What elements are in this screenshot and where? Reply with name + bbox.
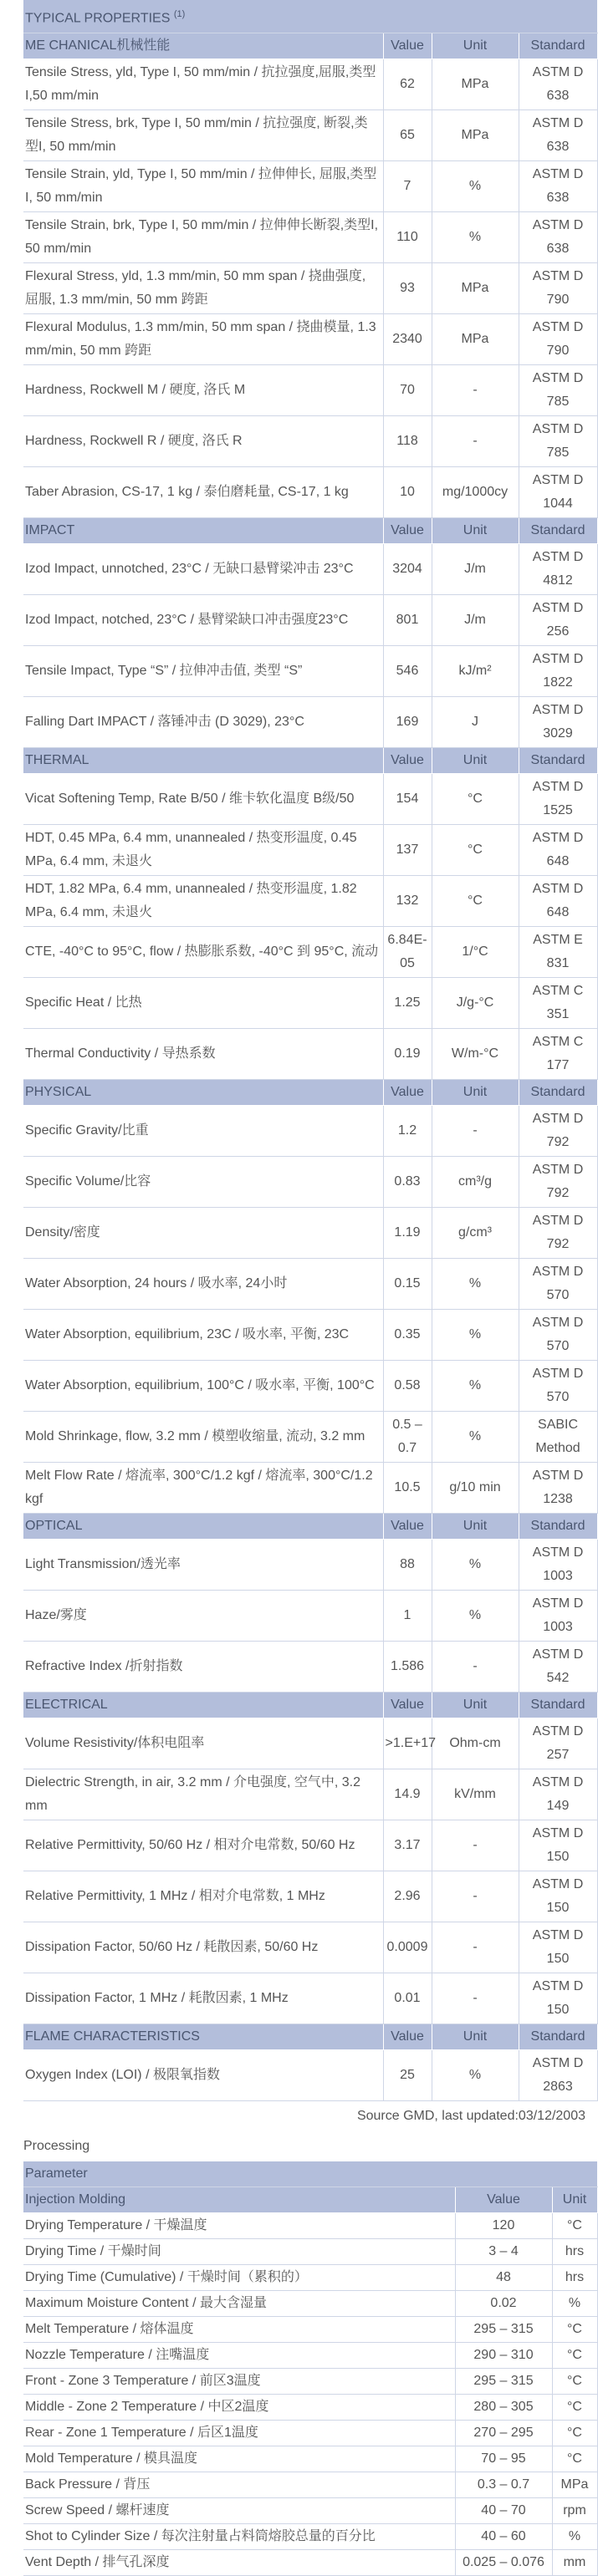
processing-value: 40 – 70 bbox=[455, 2498, 552, 2524]
standard-column-header: Standard bbox=[519, 33, 597, 59]
processing-unit: °C bbox=[552, 2317, 597, 2343]
property-row bbox=[23, 1718, 597, 1769]
property-standard: ASTM D 1044 bbox=[519, 467, 597, 518]
property-value: 93 bbox=[383, 263, 432, 314]
property-value: 1 bbox=[383, 1591, 432, 1642]
unit-column-header: Unit bbox=[432, 33, 519, 59]
property-row bbox=[23, 825, 597, 876]
processing-value: 70 – 95 bbox=[455, 2446, 552, 2472]
section-name: ELECTRICAL bbox=[23, 1693, 383, 1718]
property-unit: MPa bbox=[432, 110, 519, 161]
property-value: 62 bbox=[383, 59, 432, 110]
property-standard: ASTM D 256 bbox=[519, 595, 597, 646]
processing-parameter-row bbox=[23, 2161, 597, 2187]
standard-column-header: Standard bbox=[519, 518, 597, 544]
property-name: HDT, 1.82 MPa, 6.4 mm, unannealed / 热变形温度, 1.82 MPa, 6.4 mm, 未退火 bbox=[23, 876, 383, 927]
processing-value: 270 – 295 bbox=[455, 2421, 552, 2446]
property-standard: ASTM D 149 bbox=[519, 1769, 597, 1820]
processing-value: 0.02 bbox=[455, 2291, 552, 2317]
property-row bbox=[23, 544, 597, 595]
processing-row bbox=[23, 2213, 597, 2239]
property-unit: % bbox=[432, 1361, 519, 1412]
property-row bbox=[23, 2050, 597, 2101]
property-row bbox=[23, 59, 597, 110]
section-name: THERMAL bbox=[23, 748, 383, 774]
property-row bbox=[23, 1642, 597, 1693]
processing-value: 0.3 – 0.7 bbox=[455, 2472, 552, 2498]
property-row bbox=[23, 1973, 597, 2024]
processing-value: 48 bbox=[455, 2265, 552, 2291]
property-row bbox=[23, 1106, 597, 1157]
property-name: Dielectric Strength, in air, 3.2 mm / 介电强度, 空气中, 3.2 mm bbox=[23, 1769, 383, 1820]
property-value: 546 bbox=[383, 646, 432, 697]
property-standard: ASTM D 638 bbox=[519, 110, 597, 161]
property-name: Hardness, Rockwell M / 硬度, 洛氏 M bbox=[23, 365, 383, 416]
processing-unit: °C bbox=[552, 2213, 597, 2239]
processing-unit: °C bbox=[552, 2343, 597, 2369]
property-row bbox=[23, 1361, 597, 1412]
property-unit: - bbox=[432, 1922, 519, 1973]
property-name: Tensile Impact, Type “S” / 拉伸冲击值, 类型 “S” bbox=[23, 646, 383, 697]
property-value: 0.0009 bbox=[383, 1922, 432, 1973]
typical-properties-table bbox=[23, 0, 598, 2101]
processing-row bbox=[23, 2265, 597, 2291]
typical-properties-title-row bbox=[23, 0, 597, 33]
property-unit: g/10 min bbox=[432, 1463, 519, 1514]
standard-column-header: Standard bbox=[519, 1514, 597, 1540]
property-name: Dissipation Factor, 1 MHz / 耗散因素, 1 MHz bbox=[23, 1973, 383, 2024]
value-column-header: Value bbox=[383, 33, 432, 59]
section-name: PHYSICAL bbox=[23, 1080, 383, 1106]
section-name: OPTICAL bbox=[23, 1514, 383, 1540]
processing-parameter: Middle - Zone 2 Temperature / 中区2温度 bbox=[23, 2395, 455, 2421]
property-unit: cm³/g bbox=[432, 1157, 519, 1208]
processing-row bbox=[23, 2291, 597, 2317]
processing-parameter: Melt Temperature / 熔体温度 bbox=[23, 2317, 455, 2343]
property-value: 1.25 bbox=[383, 978, 432, 1029]
property-standard: ASTM D 792 bbox=[519, 1208, 597, 1259]
property-value: 88 bbox=[383, 1540, 432, 1591]
processing-value: 0.025 – 0.076 bbox=[455, 2550, 552, 2576]
property-name: Specific Volume/比容 bbox=[23, 1157, 383, 1208]
property-value: >1.E+17 bbox=[383, 1718, 432, 1769]
property-unit: °C bbox=[432, 825, 519, 876]
property-standard: ASTM D 150 bbox=[519, 1973, 597, 2024]
property-name: Relative Permittivity, 50/60 Hz / 相对介电常数, 50/60 Hz bbox=[23, 1820, 383, 1871]
processing-row bbox=[23, 2239, 597, 2265]
property-standard: ASTM D 638 bbox=[519, 59, 597, 110]
typical-properties-title bbox=[23, 0, 597, 33]
section-header-row bbox=[23, 518, 597, 544]
property-standard: ASTM D 1003 bbox=[519, 1591, 597, 1642]
section-name: ME CHANICAL机械性能 bbox=[23, 33, 383, 59]
property-row bbox=[23, 365, 597, 416]
property-name: Water Absorption, equilibrium, 23C / 吸水率, 平衡, 23C bbox=[23, 1310, 383, 1361]
property-unit: MPa bbox=[432, 314, 519, 365]
property-unit: W/m-°C bbox=[432, 1029, 519, 1080]
processing-parameter: Drying Time / 干燥时间 bbox=[23, 2239, 455, 2265]
property-unit: MPa bbox=[432, 263, 519, 314]
processing-value: 295 – 315 bbox=[455, 2369, 552, 2395]
property-value: 0.5 – 0.7 bbox=[383, 1412, 432, 1463]
property-unit: °C bbox=[432, 876, 519, 927]
processing-parameter: Shot to Cylinder Size / 每次注射量占料筒熔胶总量的百分比 bbox=[23, 2524, 455, 2550]
processing-row bbox=[23, 2317, 597, 2343]
property-row bbox=[23, 416, 597, 467]
section-header-row bbox=[23, 1080, 597, 1106]
property-standard: ASTM D 570 bbox=[519, 1361, 597, 1412]
property-value: 3204 bbox=[383, 544, 432, 595]
property-standard: ASTM D 1822 bbox=[519, 646, 597, 697]
processing-unit: °C bbox=[552, 2421, 597, 2446]
property-unit: MPa bbox=[432, 59, 519, 110]
property-row bbox=[23, 110, 597, 161]
property-unit: - bbox=[432, 365, 519, 416]
property-value: 10 bbox=[383, 467, 432, 518]
property-unit: g/cm³ bbox=[432, 1208, 519, 1259]
property-row bbox=[23, 774, 597, 825]
property-value: 0.58 bbox=[383, 1361, 432, 1412]
property-standard: ASTM D 150 bbox=[519, 1871, 597, 1922]
property-name: Volume Resistivity/体积电阻率 bbox=[23, 1718, 383, 1769]
property-name: Tensile Stress, yld, Type I, 50 mm/min / 抗拉强度,屈服,类型I,50 mm/min bbox=[23, 59, 383, 110]
property-standard: ASTM D 150 bbox=[519, 1922, 597, 1973]
processing-value: 280 – 305 bbox=[455, 2395, 552, 2421]
property-value: 2.96 bbox=[383, 1871, 432, 1922]
processing-value: 40 – 60 bbox=[455, 2524, 552, 2550]
processing-parameter: Rear - Zone 1 Temperature / 后区1温度 bbox=[23, 2421, 455, 2446]
property-row bbox=[23, 161, 597, 212]
property-standard: ASTM D 638 bbox=[519, 161, 597, 212]
section-header-row bbox=[23, 1693, 597, 1718]
property-standard: ASTM D 638 bbox=[519, 212, 597, 263]
property-row bbox=[23, 314, 597, 365]
property-unit: % bbox=[432, 1412, 519, 1463]
property-row bbox=[23, 1922, 597, 1973]
property-unit: % bbox=[432, 212, 519, 263]
value-column-header: Value bbox=[383, 2024, 432, 2050]
property-row bbox=[23, 1769, 597, 1820]
property-value: 154 bbox=[383, 774, 432, 825]
property-row bbox=[23, 1463, 597, 1514]
property-name: Tensile Strain, brk, Type I, 50 mm/min / 拉伸伸长断裂,类型I, 50 mm/min bbox=[23, 212, 383, 263]
processing-row bbox=[23, 2421, 597, 2446]
processing-group-row bbox=[23, 2187, 597, 2213]
property-standard: ASTM D 4812 bbox=[519, 544, 597, 595]
property-unit: - bbox=[432, 1871, 519, 1922]
processing-group-label: Injection Molding bbox=[23, 2187, 455, 2213]
section-name: FLAME CHARACTERISTICS bbox=[23, 2024, 383, 2050]
property-row bbox=[23, 646, 597, 697]
property-standard: ASTM D 1238 bbox=[519, 1463, 597, 1514]
property-value: 10.5 bbox=[383, 1463, 432, 1514]
processing-row bbox=[23, 2369, 597, 2395]
property-value: 1.586 bbox=[383, 1642, 432, 1693]
property-name: Flexural Modulus, 1.3 mm/min, 50 mm span / 挠曲模量, 1.3 mm/min, 50 mm 跨距 bbox=[23, 314, 383, 365]
source-note: Source GMD, last updated:03/12/2003 bbox=[356, 2109, 585, 2124]
processing-parameter: Back Pressure / 背压 bbox=[23, 2472, 455, 2498]
processing-table bbox=[23, 2161, 598, 2576]
property-standard: ASTM D 1003 bbox=[519, 1540, 597, 1591]
property-value: 0.15 bbox=[383, 1259, 432, 1310]
property-value: 132 bbox=[383, 876, 432, 927]
standard-column-header: Standard bbox=[519, 1693, 597, 1718]
processing-row bbox=[23, 2343, 597, 2369]
processing-parameter-header: Parameter bbox=[23, 2161, 597, 2187]
property-row bbox=[23, 697, 597, 748]
property-value: 137 bbox=[383, 825, 432, 876]
property-name: Izod Impact, unnotched, 23°C / 无缺口悬臂梁冲击 23°C bbox=[23, 544, 383, 595]
standard-column-header: Standard bbox=[519, 2024, 597, 2050]
section-header-row bbox=[23, 2024, 597, 2050]
property-name: Water Absorption, equilibrium, 100°C / 吸水率, 平衡, 100°C bbox=[23, 1361, 383, 1412]
property-unit: J/m bbox=[432, 544, 519, 595]
typical-properties-note: (1) bbox=[173, 9, 186, 19]
property-name: Thermal Conductivity / 导热系数 bbox=[23, 1029, 383, 1080]
property-name: Light Transmission/透光率 bbox=[23, 1540, 383, 1591]
processing-row bbox=[23, 2395, 597, 2421]
processing-parameter: Drying Temperature / 干燥温度 bbox=[23, 2213, 455, 2239]
property-unit: °C bbox=[432, 774, 519, 825]
property-standard: ASTM C 351 bbox=[519, 978, 597, 1029]
property-unit: - bbox=[432, 1973, 519, 2024]
property-standard: ASTM D 570 bbox=[519, 1310, 597, 1361]
property-name: Haze/雾度 bbox=[23, 1591, 383, 1642]
property-unit: J bbox=[432, 697, 519, 748]
property-value: 25 bbox=[383, 2050, 432, 2101]
property-value: 70 bbox=[383, 365, 432, 416]
property-standard: ASTM D 570 bbox=[519, 1259, 597, 1310]
processing-parameter: Nozzle Temperature / 注嘴温度 bbox=[23, 2343, 455, 2369]
property-unit: % bbox=[432, 1310, 519, 1361]
property-standard: ASTM E 831 bbox=[519, 927, 597, 978]
property-unit: 1/°C bbox=[432, 927, 519, 978]
section-header-row bbox=[23, 33, 597, 59]
property-row bbox=[23, 1310, 597, 1361]
property-row bbox=[23, 1208, 597, 1259]
property-name: Taber Abrasion, CS-17, 1 kg / 泰伯磨耗量, CS-17, 1 kg bbox=[23, 467, 383, 518]
processing-value: 120 bbox=[455, 2213, 552, 2239]
unit-column-header: Unit bbox=[432, 1080, 519, 1106]
property-unit: % bbox=[432, 1259, 519, 1310]
property-row bbox=[23, 467, 597, 518]
property-name: Specific Heat / 比热 bbox=[23, 978, 383, 1029]
property-name: Vicat Softening Temp, Rate B/50 / 维卡软化温度 B级/50 bbox=[23, 774, 383, 825]
property-standard: ASTM D 1525 bbox=[519, 774, 597, 825]
property-unit: % bbox=[432, 1591, 519, 1642]
property-unit: mg/1000cy bbox=[432, 467, 519, 518]
property-unit: - bbox=[432, 416, 519, 467]
property-unit: kV/mm bbox=[432, 1769, 519, 1820]
property-standard: ASTM D 790 bbox=[519, 263, 597, 314]
property-standard: ASTM C 177 bbox=[519, 1029, 597, 1080]
property-value: 3.17 bbox=[383, 1820, 432, 1871]
processing-unit: °C bbox=[552, 2395, 597, 2421]
processing-row bbox=[23, 2524, 597, 2550]
property-name: Hardness, Rockwell R / 硬度, 洛氏 R bbox=[23, 416, 383, 467]
property-standard: ASTM D 648 bbox=[519, 825, 597, 876]
property-row bbox=[23, 1157, 597, 1208]
property-name: Falling Dart IMPACT / 落锤冲击 (D 3029), 23°C bbox=[23, 697, 383, 748]
property-unit: % bbox=[432, 2050, 519, 2101]
processing-row bbox=[23, 2446, 597, 2472]
processing-unit: hrs bbox=[552, 2239, 597, 2265]
property-value: 1.2 bbox=[383, 1106, 432, 1157]
processing-value-header: Value bbox=[455, 2187, 552, 2213]
property-row bbox=[23, 212, 597, 263]
property-value: 1.19 bbox=[383, 1208, 432, 1259]
property-row bbox=[23, 876, 597, 927]
processing-unit: °C bbox=[552, 2369, 597, 2395]
property-value: 14.9 bbox=[383, 1769, 432, 1820]
standard-column-header: Standard bbox=[519, 748, 597, 774]
value-column-header: Value bbox=[383, 748, 432, 774]
processing-row bbox=[23, 2550, 597, 2576]
property-value: 801 bbox=[383, 595, 432, 646]
processing-parameter: Drying Time (Cumulative) / 干燥时间（累积的） bbox=[23, 2265, 455, 2291]
property-value: 0.01 bbox=[383, 1973, 432, 2024]
property-name: CTE, -40°C to 95°C, flow / 热膨胀系数, -40°C 到 95°C, 流动 bbox=[23, 927, 383, 978]
section-header-row bbox=[23, 1514, 597, 1540]
property-unit: % bbox=[432, 161, 519, 212]
property-standard: SABIC Method bbox=[519, 1412, 597, 1463]
processing-value: 295 – 315 bbox=[455, 2317, 552, 2343]
property-value: 7 bbox=[383, 161, 432, 212]
processing-unit-header: Unit bbox=[552, 2187, 597, 2213]
property-name: Tensile Stress, brk, Type I, 50 mm/min / 抗拉强度, 断裂,类型I, 50 mm/min bbox=[23, 110, 383, 161]
property-standard: ASTM D 542 bbox=[519, 1642, 597, 1693]
property-name: Melt Flow Rate / 熔流率, 300°C/1.2 kgf / 熔流率, 300°C/1.2 kgf bbox=[23, 1463, 383, 1514]
processing-unit: MPa bbox=[552, 2472, 597, 2498]
property-value: 65 bbox=[383, 110, 432, 161]
property-name: Water Absorption, 24 hours / 吸水率, 24小时 bbox=[23, 1259, 383, 1310]
property-name: Specific Gravity/比重 bbox=[23, 1106, 383, 1157]
unit-column-header: Unit bbox=[432, 2024, 519, 2050]
property-unit: kJ/m² bbox=[432, 646, 519, 697]
section-name: IMPACT bbox=[23, 518, 383, 544]
property-unit: J/g-°C bbox=[432, 978, 519, 1029]
property-standard: ASTM D 648 bbox=[519, 876, 597, 927]
property-standard: ASTM D 792 bbox=[519, 1106, 597, 1157]
property-name: Oxygen Index (LOI) / 极限氧指数 bbox=[23, 2050, 383, 2101]
processing-parameter: Front - Zone 3 Temperature / 前区3温度 bbox=[23, 2369, 455, 2395]
property-row bbox=[23, 1540, 597, 1591]
processing-unit: °C bbox=[552, 2446, 597, 2472]
processing-unit: % bbox=[552, 2524, 597, 2550]
unit-column-header: Unit bbox=[432, 518, 519, 544]
property-row bbox=[23, 1871, 597, 1922]
property-value: 2340 bbox=[383, 314, 432, 365]
property-standard: ASTM D 785 bbox=[519, 416, 597, 467]
property-row bbox=[23, 1820, 597, 1871]
property-row bbox=[23, 927, 597, 978]
section-header-row bbox=[23, 748, 597, 774]
property-name: HDT, 0.45 MPa, 6.4 mm, unannealed / 热变形温度, 0.45 MPa, 6.4 mm, 未退火 bbox=[23, 825, 383, 876]
property-row bbox=[23, 595, 597, 646]
property-value: 0.83 bbox=[383, 1157, 432, 1208]
unit-column-header: Unit bbox=[432, 748, 519, 774]
processing-unit: % bbox=[552, 2291, 597, 2317]
processing-parameter: Mold Temperature / 模具温度 bbox=[23, 2446, 455, 2472]
property-value: 0.19 bbox=[383, 1029, 432, 1080]
property-name: Tensile Strain, yld, Type I, 50 mm/min / 拉伸伸长, 屈服,类型I, 50 mm/min bbox=[23, 161, 383, 212]
property-value: 118 bbox=[383, 416, 432, 467]
processing-parameter: Vent Depth / 排气孔深度 bbox=[23, 2550, 455, 2576]
property-unit: J/m bbox=[432, 595, 519, 646]
property-name: Flexural Stress, yld, 1.3 mm/min, 50 mm span / 挠曲强度, 屈服, 1.3 mm/min, 50 mm 跨距 bbox=[23, 263, 383, 314]
property-standard: ASTM D 3029 bbox=[519, 697, 597, 748]
value-column-header: Value bbox=[383, 1693, 432, 1718]
property-value: 110 bbox=[383, 212, 432, 263]
unit-column-header: Unit bbox=[432, 1514, 519, 1540]
property-name: Mold Shrinkage, flow, 3.2 mm / 模塑收缩量, 流动, 3.2 mm bbox=[23, 1412, 383, 1463]
property-name: Relative Permittivity, 1 MHz / 相对介电常数, 1 MHz bbox=[23, 1871, 383, 1922]
property-name: Refractive Index /折射指数 bbox=[23, 1642, 383, 1693]
property-unit: Ohm-cm bbox=[432, 1718, 519, 1769]
typical-properties-label: TYPICAL PROPERTIES bbox=[25, 11, 171, 26]
property-name: Density/密度 bbox=[23, 1208, 383, 1259]
property-row bbox=[23, 263, 597, 314]
value-column-header: Value bbox=[383, 1080, 432, 1106]
property-standard: ASTM D 150 bbox=[519, 1820, 597, 1871]
standard-column-header: Standard bbox=[519, 1080, 597, 1106]
value-column-header: Value bbox=[383, 1514, 432, 1540]
property-standard: ASTM D 790 bbox=[519, 314, 597, 365]
property-standard: ASTM D 792 bbox=[519, 1157, 597, 1208]
property-value: 0.35 bbox=[383, 1310, 432, 1361]
property-standard: ASTM D 785 bbox=[519, 365, 597, 416]
property-standard: ASTM D 2863 bbox=[519, 2050, 597, 2101]
property-row bbox=[23, 1591, 597, 1642]
processing-parameter: Screw Speed / 螺杆速度 bbox=[23, 2498, 455, 2524]
processing-row bbox=[23, 2498, 597, 2524]
property-row bbox=[23, 1259, 597, 1310]
property-unit: - bbox=[432, 1106, 519, 1157]
property-row bbox=[23, 978, 597, 1029]
property-unit: - bbox=[432, 1820, 519, 1871]
property-unit: % bbox=[432, 1540, 519, 1591]
property-name: Dissipation Factor, 50/60 Hz / 耗散因素, 50/60 Hz bbox=[23, 1922, 383, 1973]
processing-row bbox=[23, 2472, 597, 2498]
processing-parameter: Maximum Moisture Content / 最大含湿量 bbox=[23, 2291, 455, 2317]
processing-value: 3 – 4 bbox=[455, 2239, 552, 2265]
processing-unit: hrs bbox=[552, 2265, 597, 2291]
processing-value: 290 – 310 bbox=[455, 2343, 552, 2369]
property-unit: - bbox=[432, 1642, 519, 1693]
unit-column-header: Unit bbox=[432, 1693, 519, 1718]
value-column-header: Value bbox=[383, 518, 432, 544]
property-standard: ASTM D 257 bbox=[519, 1718, 597, 1769]
property-value: 169 bbox=[383, 697, 432, 748]
property-value: 6.84E-05 bbox=[383, 927, 432, 978]
property-row bbox=[23, 1412, 597, 1463]
property-row bbox=[23, 1029, 597, 1080]
processing-title: Processing bbox=[23, 2139, 90, 2154]
processing-unit: mm bbox=[552, 2550, 597, 2576]
processing-unit: rpm bbox=[552, 2498, 597, 2524]
property-name: Izod Impact, notched, 23°C / 悬臂梁缺口冲击强度23°C bbox=[23, 595, 383, 646]
